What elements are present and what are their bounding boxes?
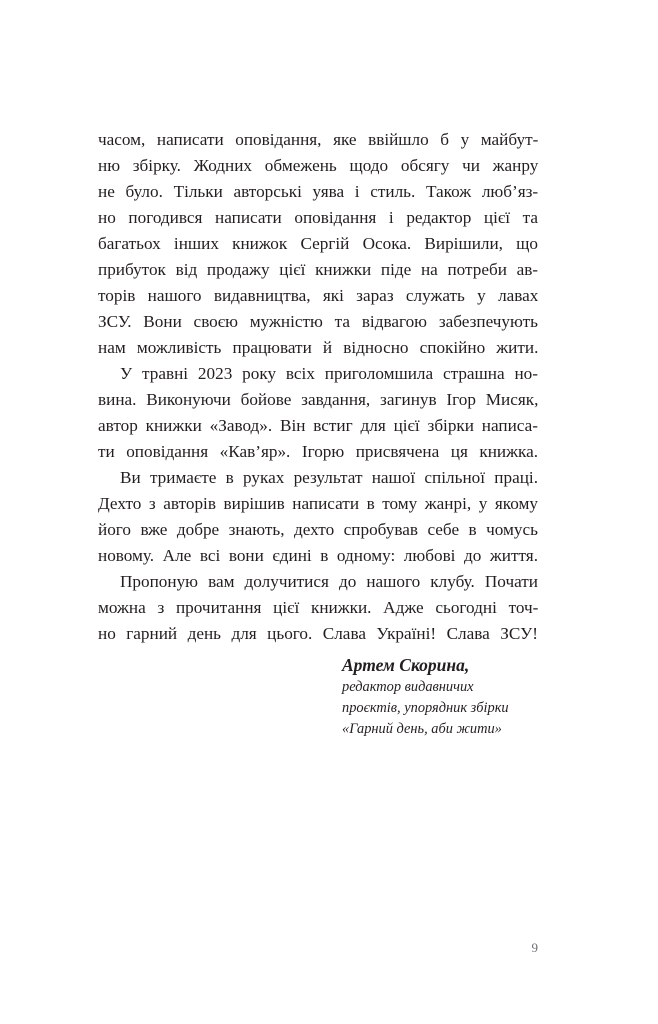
text-line: ЗСУ. Вони своєю мужністю та відвагою забезпечують — [98, 312, 538, 331]
text-line: багатьох інших книжок Сергій Осока. Вирішили, що — [98, 234, 538, 253]
text-line: Пропоную вам долучитися до нашого клубу. Почати — [120, 572, 538, 591]
signature-role-line: редактор видавничих — [342, 679, 474, 695]
paragraph-3 — [98, 465, 538, 569]
text-line: не було. Тільки авторські уява і стиль. Також люб’яз- — [98, 182, 539, 201]
signature-name: Артем Скорина, — [342, 655, 470, 675]
text-line: новому. Але всі вони єдині в одному: любові до життя. — [98, 546, 538, 565]
paragraph-1 — [98, 127, 538, 361]
text-line: можна з прочитання цієї книжки. Адже сьогодні точ- — [98, 598, 539, 617]
text-line: но гарний день для цього. Слава Україні! Слава ЗСУ! — [98, 624, 538, 643]
text-line: но погодився написати оповідання і редактор цієї та — [98, 208, 538, 227]
text-line: автор книжки «Завод». Він встиг для цієї збірки написа- — [98, 416, 538, 435]
signature-role-line: «Гарний день, аби жити» — [342, 721, 502, 737]
text-line: його вже добре знають, дехто спробував себе в чомусь — [98, 520, 538, 539]
paragraph-4 — [98, 569, 538, 647]
paragraph-2 — [98, 361, 538, 465]
text-line: торів нашого видавництва, які зараз служать у лавах — [98, 286, 539, 305]
text-line: Ви тримаєте в руках результат нашої спільної праці. — [120, 468, 538, 487]
signature-role-line: проєктів, упорядник збірки — [342, 700, 509, 716]
text-line: Дехто з авторів вирішив написати в тому жанрі, у якому — [98, 494, 538, 513]
text-line: часом, написати оповідання, яке ввійшло б у майбут- — [98, 130, 539, 149]
page-number: 9 — [531, 940, 538, 955]
text-line: ню збірку. Жодних обмежень щодо обсягу чи жанру — [98, 156, 539, 175]
text-line: прибуток від продажу цієї книжки піде на потреби ав- — [98, 260, 539, 279]
text-line: нам можливість працювати й відносно спокійно жити. — [98, 338, 539, 357]
body-text — [98, 127, 538, 647]
text-line: ти оповідання «Кав’яр». Ігорю присвячена ця книжка. — [98, 442, 538, 461]
text-line: вина. Виконуючи бойове завдання, загинув Ігор Мисяк, — [98, 390, 539, 409]
signature-block — [342, 653, 542, 740]
text-line: У травні 2023 року всіх приголомшила страшна но- — [120, 364, 538, 383]
